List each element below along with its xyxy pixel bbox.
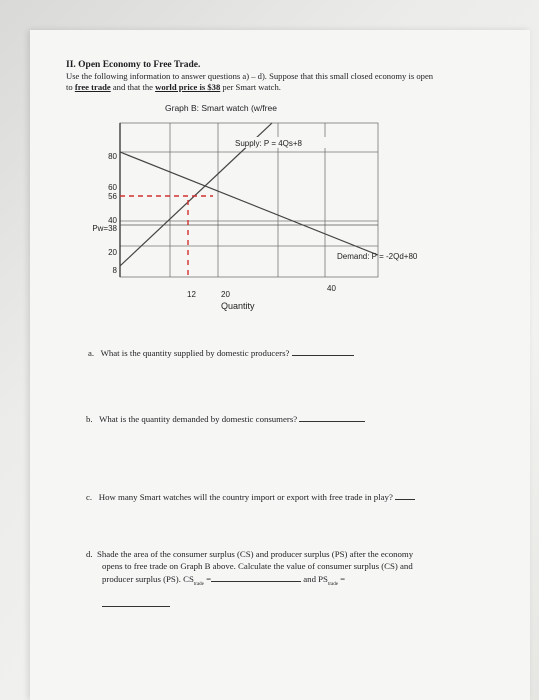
question-b — [86, 412, 365, 424]
question-d-line3 — [86, 572, 506, 591]
graph-title: Graph B: Smart watch (w/free — [165, 103, 277, 113]
demand-curve — [120, 152, 378, 255]
and-ps-text: and PS — [303, 574, 328, 584]
intro-part: Use the following information to answer questions a) – d). Suppose that this small closed economy is open to — [66, 71, 434, 92]
answer-blank-a[interactable] — [292, 346, 354, 356]
equals-sign: = — [337, 574, 346, 584]
x-tick-20: 20 — [221, 290, 230, 299]
x-tick-12: 12 — [187, 290, 196, 299]
question-letter: b. — [86, 414, 93, 424]
answer-blank-cs[interactable] — [211, 572, 301, 582]
question-d-line1 — [86, 548, 506, 560]
question-letter: d. — [86, 549, 93, 559]
y-tick-40: 40 — [108, 216, 117, 225]
question-a — [88, 346, 354, 358]
y-tick-20: 20 — [108, 248, 117, 257]
intro-text — [66, 71, 436, 93]
ps-subscript: trade — [327, 581, 338, 587]
y-tick-56: 56 — [108, 192, 117, 201]
answer-blank-ps[interactable] — [102, 597, 170, 607]
intro-world-price: world price is $38 — [155, 82, 221, 92]
answer-blank-b[interactable] — [299, 412, 365, 422]
question-text: How many Smart watches will the country import or export with free trade in play? — [98, 492, 393, 502]
question-d-line4 — [86, 597, 506, 610]
demand-label: Demand: P = -2Qd+80 — [337, 252, 418, 261]
answer-blank-c[interactable] — [395, 490, 415, 500]
question-c — [86, 490, 415, 502]
intro-free-trade: free trade — [74, 82, 111, 92]
section-title: II. Open Economy to Free Trade. — [66, 60, 201, 70]
y-tick-60: 60 — [108, 183, 117, 192]
intro-part: and that the — [110, 82, 156, 92]
question-text: What is the quantity supplied by domestic producers? — [100, 348, 290, 358]
x-tick-40: 40 — [327, 284, 336, 293]
question-text: What is the quantity demanded by domestic consumers? — [99, 414, 298, 424]
cs-subscript: trade — [193, 581, 204, 587]
question-text: producer surplus (PS). CS — [102, 574, 194, 584]
graph-b — [75, 115, 475, 315]
supply-label: Supply: P = 4Qs+8 — [235, 139, 303, 148]
intro-part: per Smart watch. — [220, 82, 281, 92]
equals-sign: = — [203, 574, 212, 584]
question-text: Shade the area of the consumer surplus (CS) and producer surplus (PS) after the economy — [97, 549, 414, 559]
question-letter: a. — [88, 348, 95, 358]
question-d — [86, 548, 506, 610]
x-axis-label: Quantity — [221, 301, 255, 311]
y-tick-80: 80 — [108, 152, 117, 161]
question-letter: c. — [86, 492, 93, 502]
y-tick-pw38: Pw=38 — [92, 224, 117, 233]
y-tick-8: 8 — [112, 266, 117, 275]
question-d-line2: opens to free trade on Graph B above. Calculate the value of consumer surplus (CS) and — [102, 561, 413, 571]
